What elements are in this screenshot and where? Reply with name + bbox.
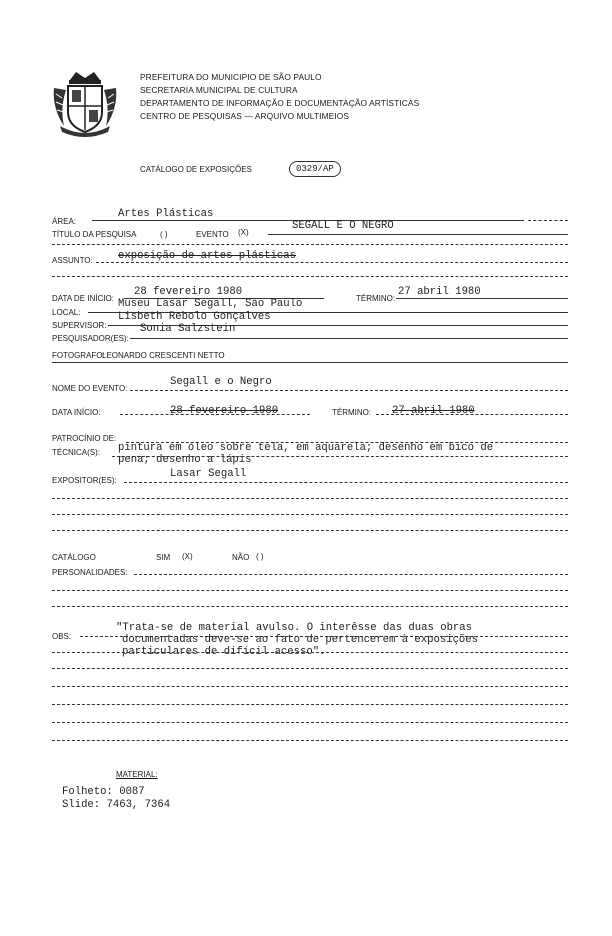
evento-label: EVENTO (196, 230, 229, 239)
supervisor-label: SUPERVISOR: (52, 321, 107, 330)
evento-checkbox[interactable]: (X) (238, 228, 249, 237)
nome-evento-label: NOME DO EVENTO: (52, 384, 128, 393)
obs-line-3: particulares de difícil acesso". (122, 646, 326, 658)
local-value: Museu Lasar Segall, São Paulo (118, 298, 303, 310)
tecnicas-line-1: pintura em óleo sobre tela, em aquarela; desenho em bico de (118, 442, 494, 454)
obs-line-1: "Trata-se de material avulso. O interêsse das duas obras (116, 622, 473, 634)
titulo-pesquisa-checkbox[interactable]: ( ) (160, 230, 168, 239)
evento-data-inicio-label: DATA INÍCIO: (52, 408, 101, 417)
fotografo-label: FOTOGRAFO: (52, 351, 105, 360)
catalogo-nao-label: NÃO (232, 553, 250, 562)
supervisor-value: Lisbeth Rebolo Gonçalves (118, 311, 271, 323)
pesquisador-value: Sonia Salzstein (140, 323, 236, 335)
fotografo-value: LEONARDO CRESCENTI NETTO (102, 351, 225, 360)
catalogo-sim-checkbox[interactable]: (X) (182, 552, 193, 561)
local-label: LOCAL: (52, 308, 81, 317)
material-slide: Slide: 7463, 7364 (62, 799, 171, 811)
evento-termino-value: 27 abril 1980 (392, 405, 475, 417)
obs-line-2: documentadas deve-se ao fato de pertencerem à exposições (122, 634, 479, 646)
evento-termino-label: TÉRMINO: (332, 408, 372, 417)
coat-of-arms-emblem (50, 68, 120, 140)
area-label: ÁREA: (52, 217, 77, 226)
patrocinio-label: PATROCÍNIO DE: (52, 434, 117, 443)
pesquisador-label: PESQUISADOR(ES): (52, 334, 129, 343)
termino-label: TÉRMINO: (356, 294, 396, 303)
assunto-value: exposição de artes plásticas (118, 250, 297, 262)
tecnicas-line-2: pena; desenho a lápis (118, 454, 252, 466)
data-inicio-value: 28 fevereiro 1980 (134, 286, 243, 298)
tecnicas-label: TÉCNICA(S): (52, 448, 100, 457)
area-value: Artes Plásticas (118, 208, 214, 220)
catalog-number-stamp: 0329/AP (289, 161, 341, 177)
header-line-1: PREFEITURA DO MUNICIPIO DE SÃO PAULO (140, 72, 322, 82)
obs-label: OBS: (52, 632, 72, 641)
evento-data-inicio-value: 28 fevereiro 1980 (170, 405, 279, 417)
header-line-2: SECRETARIA MUNICIPAL DE CULTURA (140, 85, 298, 95)
catalogo-nao-checkbox[interactable]: ( ) (256, 552, 264, 561)
nome-evento-value: Segall e o Negro (170, 376, 272, 388)
catalogo-sim-label: SIM (156, 553, 171, 562)
termino-value: 27 abril 1980 (398, 286, 481, 298)
expositores-label: EXPOSITOR(ES): (52, 476, 117, 485)
personalidades-label: PERSONALIDADES: (52, 568, 128, 577)
titulo-pesquisa-label: TÍTULO DA PESQUISA (52, 230, 137, 239)
assunto-label: ASSUNTO: (52, 256, 93, 265)
titulo-value: SEGALL E O NEGRO (292, 220, 394, 232)
data-inicio-label: DATA DE INÍCIO: (52, 294, 114, 303)
header-line-4: CENTRO DE PESQUISAS — ARQUIVO MULTIMEIOS (140, 111, 350, 121)
material-folheto: Folheto: 0087 (62, 786, 145, 798)
expositores-value: Lasar Segall (170, 468, 247, 480)
catalogo-label: CATÁLOGO (52, 553, 96, 562)
material-label: MATERIAL: (116, 770, 158, 779)
catalog-label: CATÁLOGO DE EXPOSIÇÕES (140, 165, 252, 174)
header-line-3: DEPARTAMENTO DE INFORMAÇÃO E DOCUMENTAÇÃO ARTÍSTICAS (140, 98, 420, 108)
